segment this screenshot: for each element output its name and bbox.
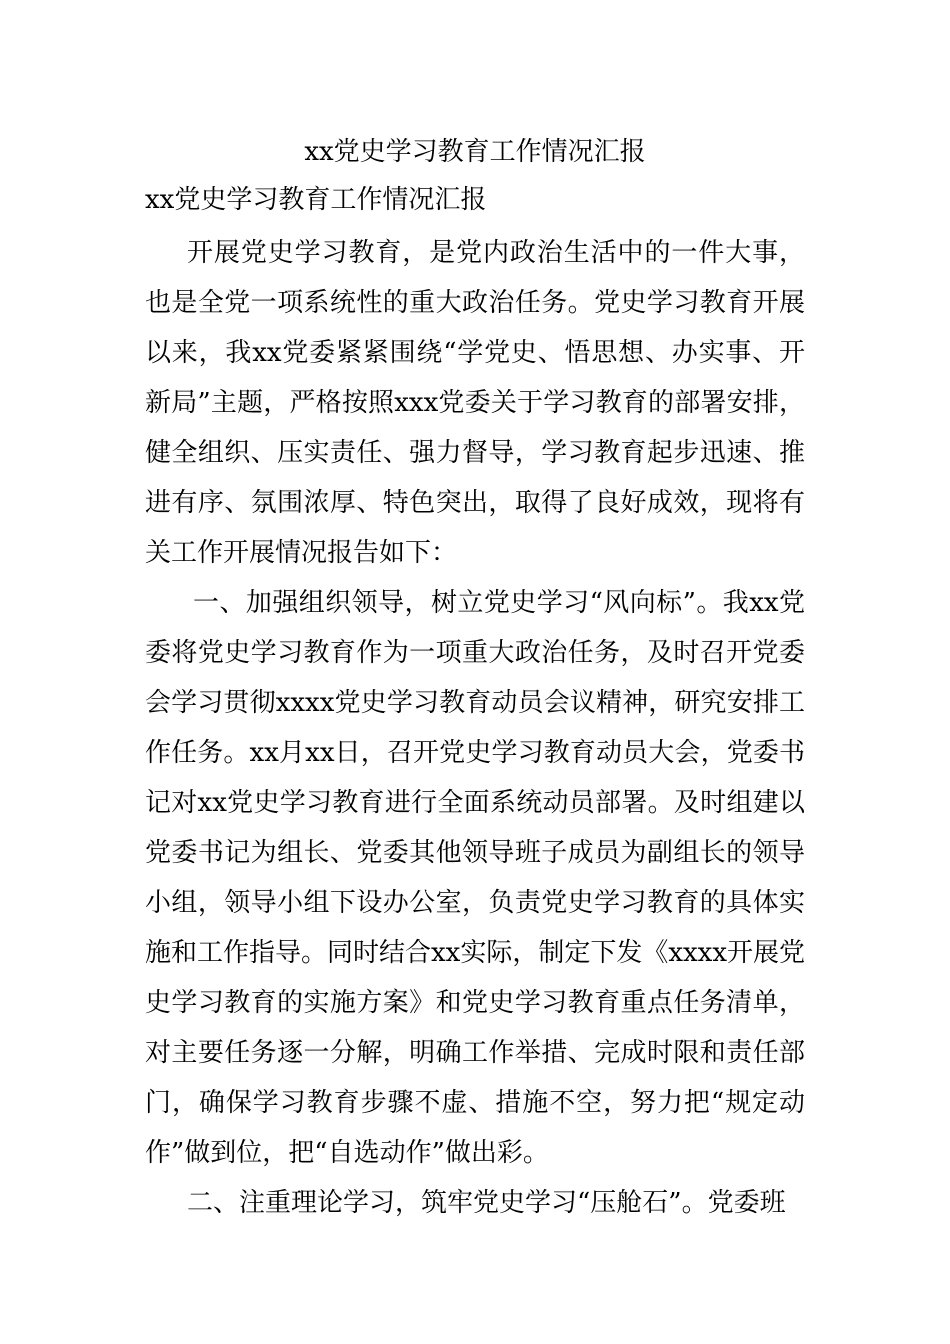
paragraph-section-1: 一、加强组织领导，树立党史学习“风向标”。我xx党委将党史学习教育作为一项重大政治任务，及时召开党委会学习贯彻xxxx党史学习教育动员会议精神，研究安排工作任务。xx月xx日，召开党史学习教育动员大会，党委书记对xx党史学习教育进行全面系统动员部署。及时组建以党委书记为组长、党委其他领导班子成员为副组长的领导小组，领导小组下设办公室，负责党史学习教育的具体实施和工作指导。同时结合xx实际，制定下发《xxxx开展党史学习教育的实施方案》和党史学习教育重点任务清单，对主要任务逐一分解，明确工作举措、完成时限和责任部门，确保学习教育步骤不虚、措施不空，努力把“规定动作”做到位，把“自选动作”做出彩。 [145,588,805,1168]
document-subtitle: xx党史学习教育工作情况汇报 [145,185,487,215]
document-title: xx党史学习教育工作情况汇报 [304,137,646,167]
paragraph-intro: 开展党史学习教育，是党内政治生活中的一件大事，也是全党一项系统性的重大政治任务。党史学习教育开展以来，我xx党委紧紧围绕“学党史、悟思想、办实事、开新局”主题，严格按照xxx党委关于学习教育的部署安排，健全组织、压实责任、强力督导，学习教育起步迅速、推进有序、氛围浓厚、特色突出，取得了良好成效，现将有关工作开展情况报告如下： [145,238,805,568]
paragraph-section-2: 二、注重理论学习，筑牢党史学习“压舱石”。党委班 [187,1188,786,1218]
document-body [145,228,805,1228]
